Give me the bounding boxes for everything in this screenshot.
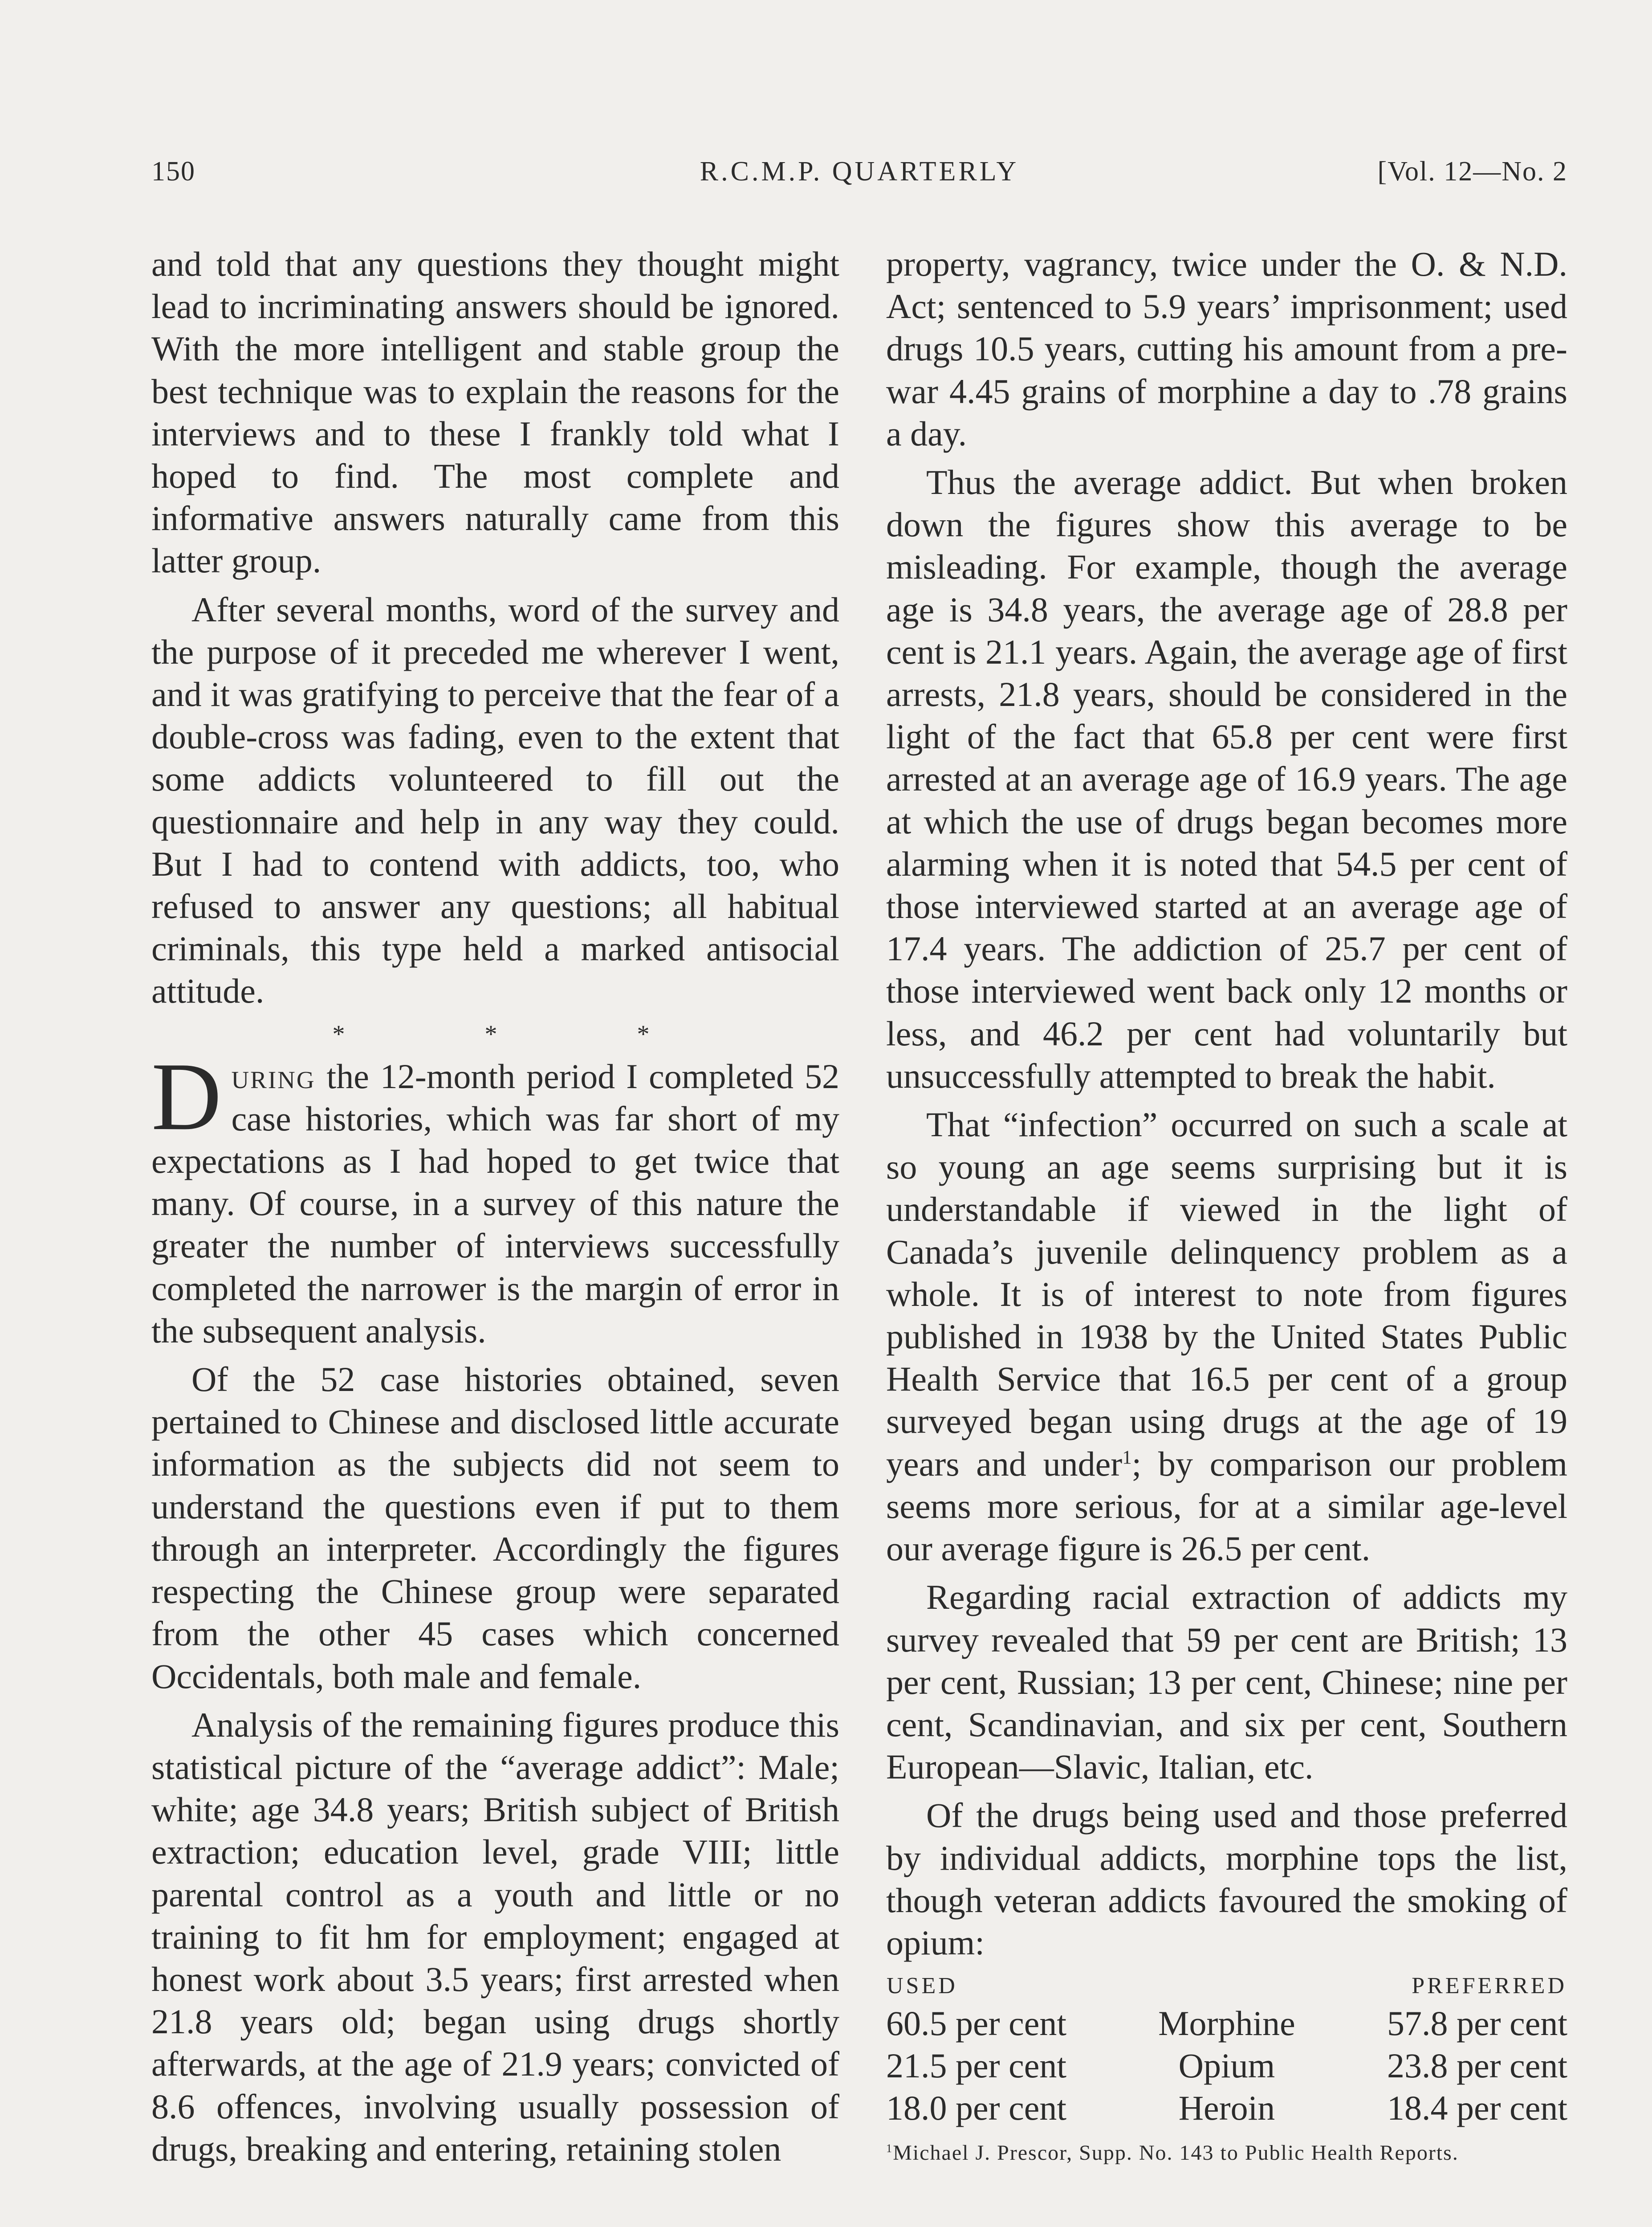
table-row — [886, 2002, 1567, 2044]
footnote-mark: 1 — [886, 2141, 893, 2155]
footnote-text: Michael J. Prescor, Supp. No. 143 to Public Health Reports. — [893, 2141, 1459, 2165]
smallcaps-lead: uring — [231, 1056, 316, 1096]
paragraph-text: That “infection” occurred on such a scale at so young an age seems surprising but it is understandable if viewed in the light of Canada’s juvenile delinquency problem as a whole. It is of interest to note from figures published in 1938 by the United States Public Health Service that 16.5 per cent of a group surveyed began using drugs at the age of 19 years and under — [886, 1105, 1567, 1483]
drug-usage-table — [886, 1970, 1567, 2129]
paragraph-dropcap — [151, 1043, 839, 1352]
paragraph-text: ; by comparison our problem seems more serious, for at a similar age-level our average figure is 26.5 per cent. — [886, 1444, 1567, 1568]
preferred-percent: 18.4 per cent — [1387, 2088, 1567, 2128]
paragraph: Regarding racial extraction of addicts my survey revealed that 59 per cent are British; 13 per cent, Russian; 13 per cent, Chinese; nine per cent, Scandinavian, and six per cent, Southern European—Slavic, Italian, etc. — [886, 1578, 1567, 1786]
preferred-percent: 23.8 per cent — [1387, 2046, 1567, 2085]
paragraph-text: the 12-month period I completed 52 case histories, which was far short of my expectations as I had hoped to get twice that many. Of course, in a survey of this nature the greater the number of interviews successfully completed the narrower is the margin of error in the subsequent analysis. — [151, 1056, 839, 1350]
used-percent: 60.5 per cent — [886, 2004, 1067, 2043]
used-percent: 21.5 per cent — [886, 2046, 1067, 2085]
table-row — [886, 2087, 1567, 2129]
paragraph: property, vagrancy, twice under the O. & N.D. Act; sentenced to 5.9 years’ imprisonment; used drugs 10.5 years, cutting his amount from a pre-war 4.45 grains of morphine a day to .78 grains a day. — [886, 245, 1567, 453]
drop-cap-letter: D — [151, 1043, 222, 1150]
paragraph — [886, 1103, 1567, 1570]
right-column — [886, 243, 1567, 2166]
column-header-used: USED — [887, 1973, 958, 1999]
column-header-preferred: PREFERRED — [1412, 1973, 1567, 1999]
paragraph: and told that any questions they thought might lead to incriminating answers should be ignored. With the more intelligent and stable group the best technique was to explain the reasons for the interviews and to these I frankly told what I hoped to find. The most complete and informative answers naturally came from this latter group. — [151, 245, 839, 580]
preferred-percent: 57.8 per cent — [1387, 2004, 1567, 2043]
paragraph: Of the drugs being used and those preferred by individual addicts, morphine tops the list, though veteran addicts favoured the smoking of opium: — [886, 1796, 1567, 1962]
section-break-asterisks: * * * — [332, 1020, 716, 1048]
table-row — [886, 2044, 1567, 2087]
footnote — [886, 2140, 1567, 2166]
left-column — [151, 243, 839, 2176]
footnote-reference: 1 — [1122, 1447, 1132, 1468]
volume-issue: [Vol. 12—No. 2 — [1377, 156, 1567, 187]
paragraph: After several months, word of the survey and the purpose of it preceded me wherever I went, and it was gratifying to perceive that the fear of a double-cross was fading, even to the extent that some addicts volunteered to fill out the questionnaire and help in any way they could. But I had to contend with addicts, too, who refused to answer any questions; all habitual criminals, this type held a marked antisocial attitude. — [151, 590, 839, 1011]
column-header-drug — [1133, 1970, 1320, 2002]
drug-name: Morphine — [1158, 2004, 1295, 2043]
paragraph: Thus the average addict. But when broken down the figures show this average to be misleading. For example, though the average age is 34.8 years, the average age of 28.8 per cent is 21.1 years. Again, the average age of first arrests, 21.8 years, should be considered in the light of the fact that 65.8 per cent were first arrested at an average age of 16.9 years. The age at which the use of drugs began becomes more alarming when it is noted that 54.5 per cent of those interviewed started at an average age of 17.4 years. The addiction of 25.7 per cent of those interviewed went back only 12 months or less, and 46.2 per cent had voluntarily but unsuccessfully attempted to break the habit. — [886, 463, 1567, 1095]
page-number: 150 — [151, 156, 195, 187]
paragraph: Analysis of the remaining figures produce this statistical picture of the “average addict”: Male; white; age 34.8 years; British subject of British extraction; education level, grade VIII; little parental control as a youth and little or no training to fit hm for employment; engaged at honest work about 3.5 years; first arrested when 21.8 years old; began using drugs shortly afterwards, at the age of 21.9 years; convicted of 8.6 offences, involving usually possession of drugs, breaking and entering, retaining stolen — [151, 1705, 839, 2168]
paragraph: Of the 52 case histories obtained, seven pertained to Chinese and disclosed little accurate information as the subjects did not seem to understand the questions even if put to them through an interpreter. Accordingly the figures respecting the Chinese group were separated from the other 45 cases which concerned Occidentals, both male and female. — [151, 1360, 839, 1696]
table-header-row — [886, 1970, 1567, 2002]
journal-title: R.C.M.P. QUARTERLY — [700, 156, 1019, 187]
drug-name: Heroin — [1178, 2088, 1275, 2128]
used-percent: 18.0 per cent — [886, 2088, 1067, 2128]
drug-name: Opium — [1178, 2046, 1275, 2085]
running-header — [151, 156, 1567, 196]
